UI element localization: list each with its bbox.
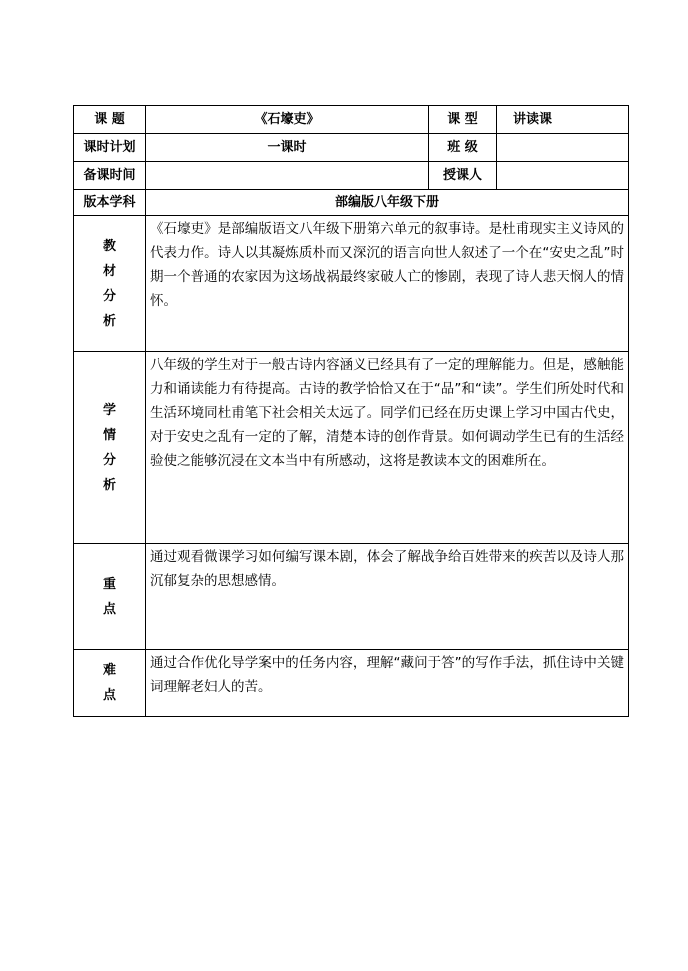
row-student-analysis <box>74 352 629 544</box>
row-topic <box>74 106 629 134</box>
student-analysis-text: 八年级的学生对于一般古诗内容涵义已经具有了一定的理解能力。但是，感触能力和诵读能力有待提高。古诗的教学恰恰又在于“品”和“读”。学生们所处时代和生活环境同杜甫笔下社会相关太远了。同学们已经在历史课上学习中国古代史，对于安史之乱有一定的了解，清楚本诗的创作背景。如何调动学生已有的生活经验使之能够沉浸在文本当中有所感动，这将是教读本文的困难所在。 <box>146 352 629 544</box>
schedule-value: 一课时 <box>146 134 429 162</box>
class-label: 班 级 <box>429 134 497 162</box>
edition-value: 部编版八年级下册 <box>146 190 629 216</box>
lesson-plan-table <box>73 105 629 717</box>
row-edition <box>74 190 629 216</box>
row-prep-time <box>74 162 629 190</box>
row-key-points <box>74 544 629 650</box>
prep-time-label: 备课时间 <box>74 162 146 190</box>
difficulties-text: 通过合作优化导学案中的任务内容，理解“藏问于答”的写作手法，抓住诗中关键词理解老妇人的苦。 <box>146 650 629 717</box>
type-value: 讲读课 <box>497 106 629 134</box>
class-value <box>497 134 629 162</box>
textbook-analysis-label: 教 材 分 析 <box>74 216 146 352</box>
edition-label: 版本学科 <box>74 190 146 216</box>
difficulties-label: 难 点 <box>74 650 146 717</box>
key-points-text: 通过观看微课学习如何编写课本剧，体会了解战争给百姓带来的疾苦以及诗人那沉郁复杂的思想感情。 <box>146 544 629 650</box>
topic-label: 课 题 <box>74 106 146 134</box>
teacher-value <box>497 162 629 190</box>
key-points-label: 重 点 <box>74 544 146 650</box>
schedule-label: 课时计划 <box>74 134 146 162</box>
teacher-label: 授课人 <box>429 162 497 190</box>
type-label: 课 型 <box>429 106 497 134</box>
student-analysis-label: 学 情 分 析 <box>74 352 146 544</box>
row-schedule <box>74 134 629 162</box>
prep-time-value <box>146 162 429 190</box>
row-difficulties <box>74 650 629 717</box>
topic-value: 《石壕吏》 <box>146 106 429 134</box>
row-textbook-analysis <box>74 216 629 352</box>
textbook-analysis-text: 《石壕吏》是部编版语文八年级下册第六单元的叙事诗。是杜甫现实主义诗风的代表力作。诗人以其凝炼质朴而又深沉的语言向世人叙述了一个在“安史之乱”时期一个普通的农家因为这场战祸最终家破人亡的惨剧，表现了诗人悲天悯人的情怀。 <box>146 216 629 352</box>
